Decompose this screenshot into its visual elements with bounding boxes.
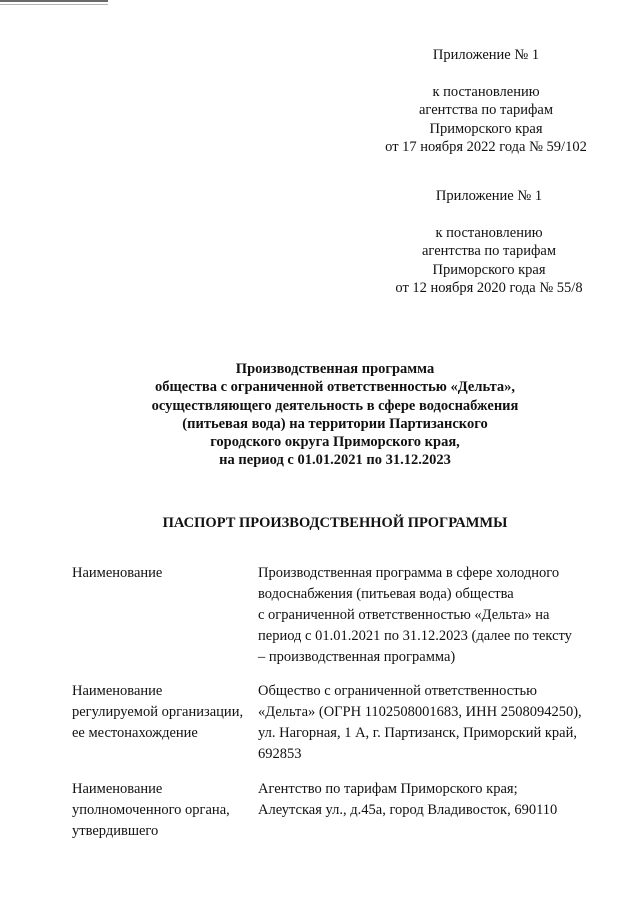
label-line: Наименование	[72, 683, 163, 699]
value-line: ул. Нагорная, 1 А, г. Партизанск, Приморский край,	[258, 725, 577, 741]
label-line: регулируемой организации,	[72, 704, 244, 720]
appendix-previous	[382, 187, 596, 298]
passport-row-value	[258, 779, 610, 821]
document-title	[100, 360, 570, 470]
appendix-current	[376, 46, 596, 157]
passport-row-label	[72, 563, 254, 584]
appendix-heading: Приложение № 1	[432, 47, 540, 63]
label-line: уполномоченного органа,	[72, 802, 230, 818]
appendix-line: от 17 ноября 2022 года № 59/102	[385, 139, 587, 155]
title-line: городского округа Приморского края,	[210, 434, 460, 451]
title-line: Производственная программа	[235, 361, 435, 377]
passport-heading: ПАСПОРТ ПРОИЗВОДСТВЕННОЙ ПРОГРАММЫ	[162, 515, 508, 531]
passport-row-value	[258, 681, 610, 765]
value-line: Общество с ограниченной ответственностью	[258, 683, 537, 699]
label-line: Наименование	[72, 781, 163, 797]
scan-edge-mark-secondary	[0, 4, 108, 5]
title-line: на период с 01.01.2021 по 31.12.2023	[219, 452, 451, 469]
scan-edge-mark	[0, 0, 108, 2]
label-line: ее местонахождение	[72, 725, 198, 741]
title-line: общества с ограниченной ответственностью «Дельта»,	[154, 379, 516, 396]
value-line: водоснабжения (питьевая вода) общества	[258, 586, 514, 602]
passport-row-label	[72, 681, 254, 744]
title-line: осуществляющего деятельность в сфере водоснабжения	[151, 397, 519, 414]
value-line: – производственная программа)	[258, 649, 456, 665]
appendix-line: Приморского края	[432, 261, 546, 278]
appendix-line: от 12 ноября 2020 года № 55/8	[395, 280, 583, 296]
appendix-line: к постановлению	[435, 224, 543, 241]
value-line: период с 01.01.2021 по 31.12.2023 (далее по тексту	[258, 628, 572, 644]
value-line: Алеутская ул., д.45а, город Владивосток, 690110	[258, 802, 558, 818]
passport-row-value	[258, 563, 610, 668]
label-line: Наименование	[72, 565, 163, 581]
title-line: (питьевая вода) на территории Партизанского	[182, 415, 488, 432]
appendix-line: Приморского края	[429, 120, 543, 137]
appendix-line: к постановлению	[432, 83, 540, 100]
value-line: Агентство по тарифам Приморского края;	[258, 781, 518, 797]
passport-row-label	[72, 779, 254, 842]
label-line: утвердившего	[72, 823, 159, 839]
appendix-line: агентства по тарифам	[419, 102, 553, 118]
appendix-heading: Приложение № 1	[435, 188, 543, 204]
value-line: «Дельта» (ОГРН 1102508001683, ИНН 2508094250),	[258, 704, 582, 720]
value-line: Производственная программа в сфере холодного	[258, 565, 560, 581]
value-line: 692853	[258, 746, 302, 762]
appendix-line: агентства по тарифам	[422, 243, 556, 259]
value-line: с ограниченной ответственностью «Дельта» на	[258, 607, 550, 623]
